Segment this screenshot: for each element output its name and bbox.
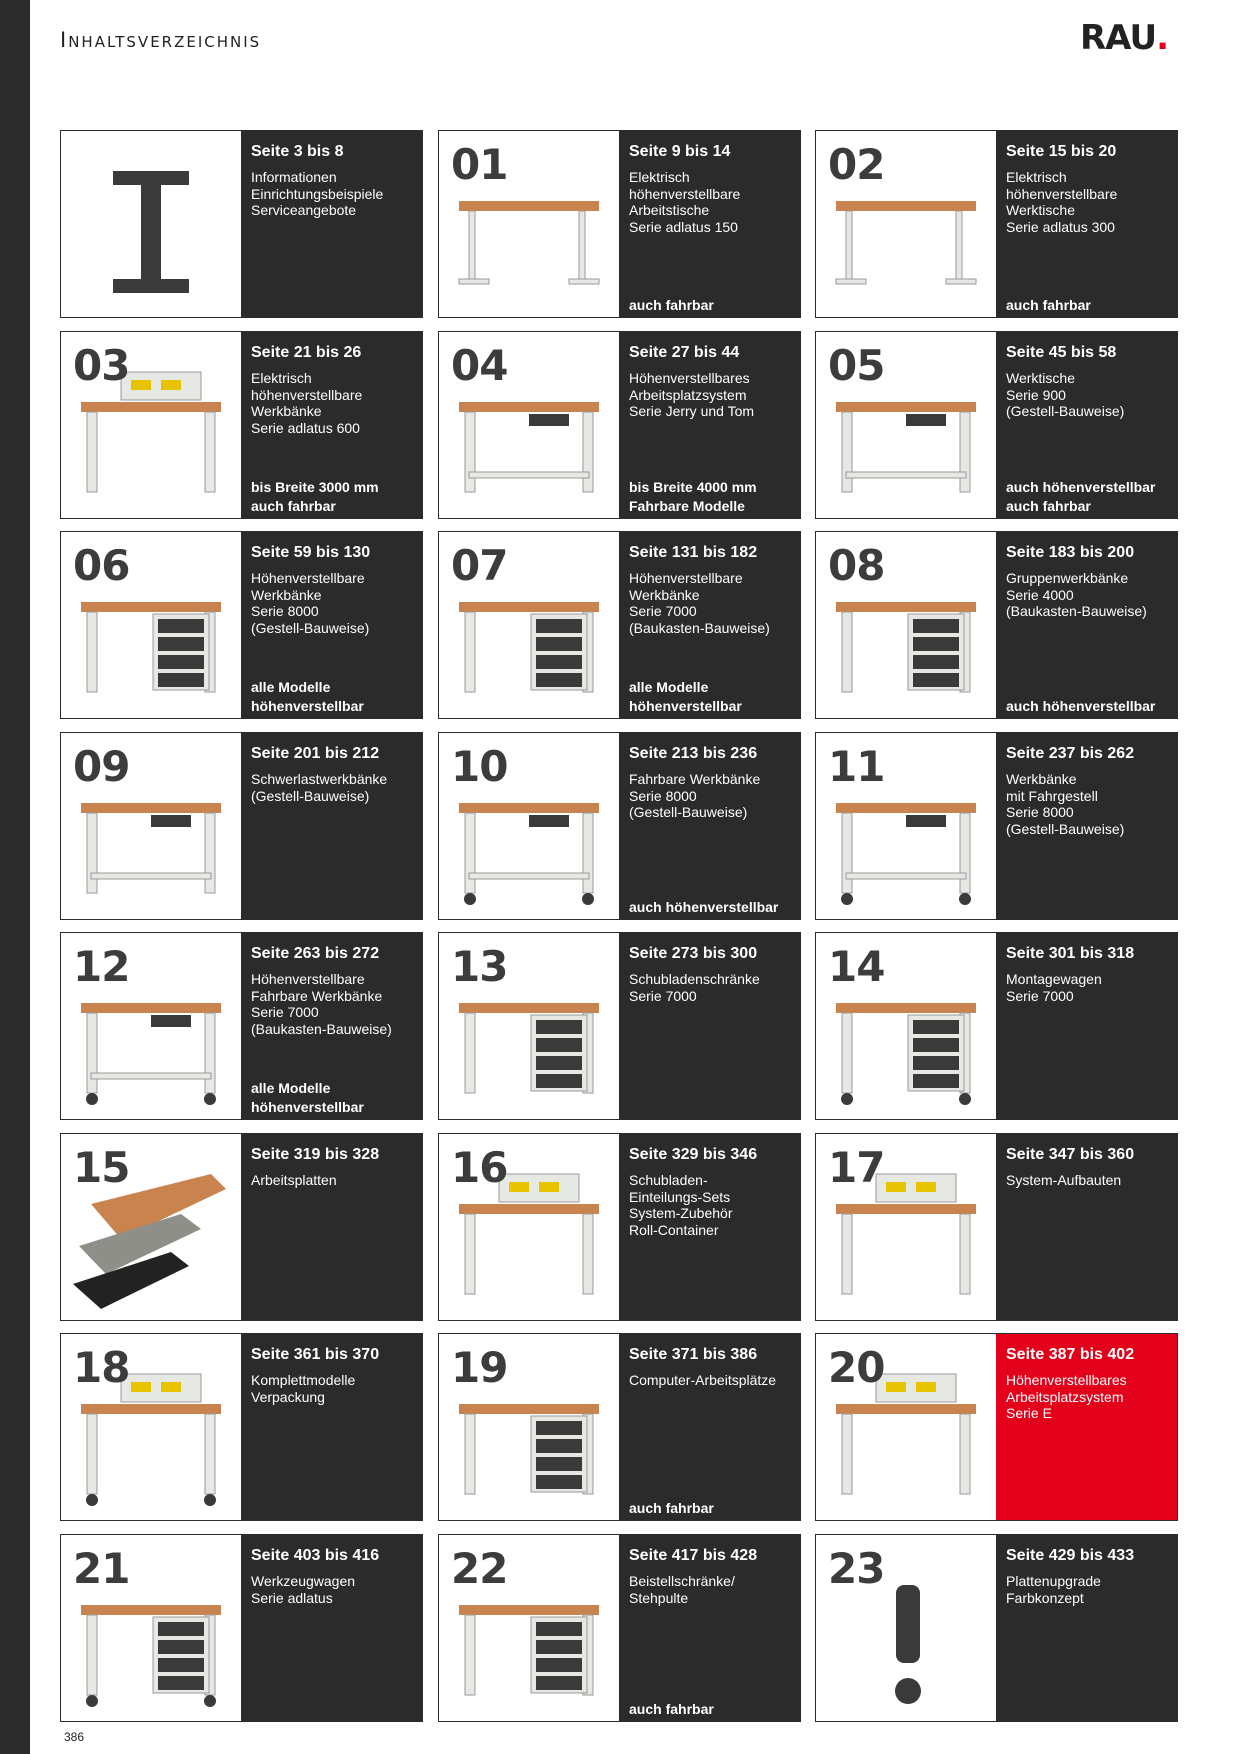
chapter-description: Schwerlastwerkbänke (Gestell-Bauweise) [251, 771, 388, 804]
chapter-description: Arbeitsplatten [251, 1172, 337, 1188]
chapter-description: Höhenverstellbare Werkbänke Serie 8000 (Gestell-Bauweise) [251, 570, 370, 636]
cabinet-drawer [158, 1640, 204, 1654]
tile-image [61, 332, 241, 518]
tile-image [816, 131, 996, 317]
caster-wheel [86, 1494, 98, 1506]
side-bar [0, 0, 30, 1754]
caster-wheel [959, 1093, 971, 1105]
tile-info [619, 1134, 800, 1320]
cabinet-drawer [158, 1676, 204, 1690]
bench-leg-left [842, 412, 852, 492]
chapter-number: 10 [451, 742, 508, 791]
bench-leg-right [205, 1013, 215, 1093]
bench-shelf [91, 873, 211, 879]
rack-bin [886, 1382, 906, 1392]
tile-image [439, 933, 619, 1119]
bench-foot-left [836, 279, 866, 284]
tile-info [241, 1134, 422, 1320]
tile-info [241, 1535, 422, 1721]
bench-top [81, 1605, 221, 1615]
chapter-number: 21 [73, 1544, 130, 1593]
caster-wheel [204, 1494, 216, 1506]
tile-info [241, 933, 422, 1119]
tile-info [996, 1134, 1177, 1320]
caster-wheel [86, 1695, 98, 1707]
bench-leg-left [465, 813, 475, 893]
exclamation-bar [896, 1585, 920, 1663]
page-range[interactable]: Seite 201 bis 212 [251, 745, 380, 762]
chapter-number: 03 [73, 341, 130, 390]
chapter-description: Informationen Einrichtungsbeispiele Serviceangebote [251, 169, 384, 218]
info-letter-icon [61, 131, 241, 317]
tile-image [61, 1134, 241, 1320]
bench-leg-left [465, 612, 475, 692]
page-range[interactable]: Seite 347 bis 360 [1006, 1146, 1135, 1163]
tile-image [439, 332, 619, 518]
bench-top [836, 602, 976, 612]
toc-tile[interactable] [815, 1333, 1178, 1521]
chapter-number: 13 [451, 942, 508, 991]
page-range[interactable]: Seite 387 bis 402 [1006, 1346, 1135, 1363]
bench-shelf [469, 472, 589, 478]
toc-tile[interactable] [60, 331, 423, 519]
bench-leg-left [87, 1414, 97, 1494]
page-title: Inhaltsverzeichnis [60, 28, 262, 52]
letter-stem [141, 185, 161, 279]
toc-tile[interactable] [815, 932, 1178, 1120]
chapter-note: alle Modelle höhenverstellbar [251, 679, 364, 714]
chapter-description: Höhenverstellbares Arbeitsplatzsystem Serie Jerry und Tom [629, 370, 755, 419]
bench-top [836, 201, 976, 211]
chapter-note: auch höhenverstellbar [629, 899, 779, 915]
chapter-description: Montagewagen Serie 7000 [1006, 971, 1102, 1004]
bench-top [836, 1003, 976, 1013]
tile-image [816, 1334, 996, 1520]
cabinet-drawer [536, 1421, 582, 1435]
tile-info [619, 933, 800, 1119]
chapter-description: Höhenverstellbare Werkbänke Serie 7000 (Baukasten-Bauweise) [629, 570, 770, 636]
tile-image [61, 1535, 241, 1721]
bench-leg-left [842, 1013, 852, 1093]
tile-info [241, 733, 422, 919]
tile-image [816, 332, 996, 518]
bench-top [459, 1404, 599, 1414]
bench-shelf [91, 1073, 211, 1079]
page-range[interactable]: Seite 59 bis 130 [251, 544, 371, 561]
bench-top [81, 602, 221, 612]
chapter-description: Komplettmodelle Verpackung [251, 1372, 356, 1405]
bench-top [836, 402, 976, 412]
bench-leg-left [465, 1615, 475, 1695]
bench-leg-left [846, 211, 852, 281]
tile-info [619, 332, 800, 518]
cabinet-drawer [536, 1622, 582, 1636]
toc-tile[interactable] [60, 932, 423, 1120]
logo-dot: . [1156, 18, 1168, 58]
chapter-description: Höhenverstellbare Fahrbare Werkbänke Serie 7000 (Baukasten-Bauweise) [251, 971, 392, 1037]
caster-wheel [582, 893, 594, 905]
bench-shelf [469, 873, 589, 879]
chapter-note: alle Modelle höhenverstellbar [629, 679, 742, 714]
chapter-description: Gruppenwerkbänke Serie 4000 (Baukasten-Bauweise) [1006, 570, 1147, 619]
toc-tile[interactable] [438, 1133, 801, 1321]
bench-top [459, 1605, 599, 1615]
cabinet-drawer [913, 1020, 959, 1034]
cabinet-drawer [913, 655, 959, 669]
tile-info [241, 532, 422, 718]
bench-leg-left [842, 612, 852, 692]
page-range[interactable]: Seite 301 bis 318 [1006, 945, 1135, 962]
chapter-note: auch fahrbar [629, 1701, 714, 1717]
bench-leg-left [469, 211, 475, 281]
cabinet-drawer [913, 1074, 959, 1088]
bench-top [836, 1404, 976, 1414]
tile-info [619, 1334, 800, 1520]
bench-leg-right [583, 813, 593, 893]
bench-leg-left [465, 1214, 475, 1294]
chapter-number: 14 [828, 942, 885, 991]
bench-top [459, 1204, 599, 1214]
tile-info [996, 532, 1177, 718]
bench-leg-left [87, 813, 97, 893]
cabinet-drawer [536, 1020, 582, 1034]
tile-image [816, 733, 996, 919]
page-range[interactable]: Seite 361 bis 370 [251, 1346, 380, 1363]
page-range[interactable]: Seite 27 bis 44 [629, 344, 740, 361]
toc-tile[interactable] [438, 1333, 801, 1521]
toc-tile[interactable] [815, 130, 1178, 318]
cabinet-drawer [158, 673, 204, 687]
bench-shelf [846, 873, 966, 879]
bench-top [81, 1003, 221, 1013]
bench-top [836, 803, 976, 813]
chapter-description: Plattenupgrade Farbkonzept [1006, 1573, 1101, 1606]
cabinet-drawer [536, 1640, 582, 1654]
chapter-number: 08 [828, 541, 885, 590]
chapter-note: auch fahrbar [629, 297, 714, 313]
tile-image [61, 131, 241, 317]
bench-leg-right [205, 1414, 215, 1494]
bench-leg-right [205, 412, 215, 492]
chapter-number: 05 [828, 341, 885, 390]
bench-leg-right [960, 813, 970, 893]
caster-wheel [841, 893, 853, 905]
cabinet-drawer [536, 1475, 582, 1489]
chapter-note: auch höhenverstellbar auch fahrbar [1006, 479, 1156, 514]
chapter-description: Schubladen- Einteilungs-Sets System-Zubehör Roll-Container [629, 1172, 733, 1238]
cabinet-drawer [536, 1439, 582, 1453]
page-number: 386 [64, 1730, 85, 1744]
tile-info [619, 131, 800, 317]
bench-top [459, 602, 599, 612]
chapter-description: Elektrisch höhenverstellbare Arbeitstische Serie adlatus 150 [629, 169, 741, 235]
cabinet-drawer [536, 655, 582, 669]
toc-tile[interactable] [60, 130, 423, 318]
rack-bin [161, 380, 181, 390]
bench-leg-left [465, 412, 475, 492]
toc-tile[interactable] [815, 732, 1178, 920]
bench-top [459, 803, 599, 813]
bench-drawer [529, 815, 569, 827]
rack-bin [509, 1182, 529, 1192]
page-range[interactable]: Seite 417 bis 428 [629, 1547, 758, 1564]
page-range[interactable]: Seite 183 bis 200 [1006, 544, 1135, 561]
bench-leg-left [465, 1013, 475, 1093]
toc-tile[interactable] [60, 531, 423, 719]
logo-text: RAU [1080, 18, 1157, 58]
cabinet-drawer [536, 637, 582, 651]
page-range[interactable]: Seite 371 bis 386 [629, 1346, 758, 1363]
tile-info [996, 332, 1177, 518]
bench-foot-right [569, 279, 599, 284]
toc-tile[interactable] [60, 1333, 423, 1521]
toc-tile[interactable] [815, 531, 1178, 719]
toc-tile[interactable] [815, 331, 1178, 519]
rack-bin [131, 380, 151, 390]
tile-info [619, 532, 800, 718]
chapter-number: 16 [451, 1143, 508, 1192]
bench-leg-right [960, 1414, 970, 1494]
tile-image [816, 1134, 996, 1320]
chapter-description: Schubladenschränke Serie 7000 [629, 971, 760, 1004]
bench-drawer [906, 815, 946, 827]
tile-image [439, 131, 619, 317]
page-range[interactable]: Seite 15 bis 20 [1006, 143, 1117, 160]
bench-leg-right [960, 412, 970, 492]
toc-tile[interactable] [60, 1133, 423, 1321]
chapter-number: 17 [828, 1143, 885, 1192]
toc-tile[interactable] [438, 732, 801, 920]
chapter-note: alle Modelle höhenverstellbar [251, 1080, 364, 1115]
caster-wheel [464, 893, 476, 905]
rack-bin [916, 1182, 936, 1192]
page-range[interactable]: Seite 45 bis 58 [1006, 344, 1117, 361]
bench-foot-left [459, 279, 489, 284]
chapter-note: auch fahrbar [1006, 297, 1091, 313]
tile-info [996, 733, 1177, 919]
toc-tile[interactable] [815, 1133, 1178, 1321]
chapter-number: 01 [451, 140, 508, 189]
bench-top [459, 402, 599, 412]
cabinet-drawer [158, 637, 204, 651]
bench-foot-right [946, 279, 976, 284]
cabinet-drawer [913, 1038, 959, 1052]
tile-image [61, 733, 241, 919]
tile-info [241, 332, 422, 518]
chapter-number: 19 [451, 1343, 508, 1392]
toc-tile[interactable] [438, 331, 801, 519]
chapter-number: 09 [73, 742, 130, 791]
chapter-description: System-Aufbauten [1006, 1172, 1122, 1188]
chapter-description: Werkzeugwagen Serie adlatus [251, 1573, 356, 1606]
chapter-number: 22 [451, 1544, 508, 1593]
tile-info [996, 1535, 1177, 1721]
bench-leg-left [87, 612, 97, 692]
chapter-description: Computer-Arbeitsplätze [629, 1372, 777, 1388]
cabinet-drawer [536, 1658, 582, 1672]
logo [1080, 18, 1168, 58]
chapter-note: bis Breite 4000 mm Fahrbare Modelle [629, 479, 757, 514]
chapter-description: Höhenverstellbares Arbeitsplatzsystem Serie E [1006, 1372, 1127, 1421]
cabinet-drawer [158, 619, 204, 633]
page-range[interactable]: Seite 3 bis 8 [251, 143, 344, 160]
chapter-note: bis Breite 3000 mm auch fahrbar [251, 479, 379, 514]
bench-drawer [906, 414, 946, 426]
chapter-number: 06 [73, 541, 130, 590]
bench-top [836, 1204, 976, 1214]
cabinet-drawer [536, 1056, 582, 1070]
bench-drawer [151, 1015, 191, 1027]
tile-image [816, 1535, 996, 1721]
page-range[interactable]: Seite 263 bis 272 [251, 945, 380, 962]
caster-wheel [204, 1695, 216, 1707]
bench-top [459, 1003, 599, 1013]
tile-image [439, 532, 619, 718]
bench-top [81, 402, 221, 412]
page-range[interactable]: Seite 237 bis 262 [1006, 745, 1135, 762]
tile-image [439, 733, 619, 919]
tile-image [61, 1334, 241, 1520]
chapter-number: 04 [451, 341, 508, 390]
chapter-number: 02 [828, 140, 885, 189]
bench-leg-right [579, 211, 585, 281]
toc-tile[interactable] [438, 932, 801, 1120]
letter-top [113, 171, 189, 185]
bench-top [81, 1404, 221, 1414]
bench-leg-right [583, 412, 593, 492]
cabinet-drawer [913, 637, 959, 651]
rack-bin [161, 1382, 181, 1392]
page-range[interactable]: Seite 319 bis 328 [251, 1146, 380, 1163]
toc-tile[interactable] [438, 531, 801, 719]
tile-image [816, 532, 996, 718]
tile-info [619, 1535, 800, 1721]
chapter-description: Elektrisch höhenverstellbare Werkbänke Serie adlatus 600 [251, 370, 363, 436]
page-range[interactable]: Seite 273 bis 300 [629, 945, 758, 962]
bench-leg-left [87, 1615, 97, 1695]
cabinet-drawer [536, 1038, 582, 1052]
cabinet-drawer [158, 1622, 204, 1636]
toc-tile[interactable] [815, 1534, 1178, 1722]
rack-bin [539, 1182, 559, 1192]
bench-top [81, 803, 221, 813]
bench-drawer [529, 414, 569, 426]
tile-image [439, 1134, 619, 1320]
cabinet-drawer [536, 1457, 582, 1471]
tile-info [241, 1334, 422, 1520]
tile-image [61, 532, 241, 718]
page-range[interactable]: Seite 213 bis 236 [629, 745, 758, 762]
tile-image [816, 933, 996, 1119]
bench-leg-left [842, 1214, 852, 1294]
chapter-number: 15 [73, 1143, 130, 1192]
page-range[interactable]: Seite 429 bis 433 [1006, 1547, 1135, 1564]
tile-info [996, 1334, 1177, 1520]
page-range[interactable]: Seite 131 bis 182 [629, 544, 758, 561]
letter-bottom [113, 279, 189, 293]
rack-bin [916, 1382, 936, 1392]
toc-tile[interactable] [438, 130, 801, 318]
bench-leg-right [960, 1214, 970, 1294]
page-range[interactable]: Seite 403 bis 416 [251, 1547, 380, 1564]
chapter-note: auch fahrbar [629, 1500, 714, 1516]
caster-wheel [204, 1093, 216, 1105]
bench-leg-left [842, 813, 852, 893]
page-range[interactable]: Seite 21 bis 26 [251, 344, 362, 361]
exclamation-dot [895, 1678, 921, 1704]
cabinet-drawer [913, 1056, 959, 1070]
bench-top [459, 201, 599, 211]
tile-info [241, 131, 422, 317]
chapter-description: Werkbänke mit Fahrgestell Serie 8000 (Gestell-Bauweise) [1006, 771, 1125, 837]
tile-info [619, 733, 800, 919]
cabinet-drawer [536, 1074, 582, 1088]
chapter-number: 23 [828, 1544, 885, 1593]
chapter-number: 20 [828, 1343, 885, 1392]
chapter-description: Beistellschränke/ Stehpulte [629, 1573, 735, 1606]
tile-info [996, 131, 1177, 317]
page-range[interactable]: Seite 329 bis 346 [629, 1146, 758, 1163]
cabinet-drawer [536, 1676, 582, 1690]
cabinet-drawer [536, 673, 582, 687]
cabinet-drawer [536, 619, 582, 633]
bench-leg-left [87, 412, 97, 492]
chapter-note: auch höhenverstellbar [1006, 698, 1156, 714]
cabinet-drawer [913, 619, 959, 633]
chapter-number: 11 [828, 742, 885, 791]
page-range[interactable]: Seite 9 bis 14 [629, 143, 731, 160]
tile-image [439, 1535, 619, 1721]
bench-leg-right [205, 813, 215, 893]
rack-bin [886, 1182, 906, 1192]
chapter-number: 18 [73, 1343, 130, 1392]
chapter-description: Werktische Serie 900 (Gestell-Bauweise) [1006, 370, 1125, 419]
tile-image [439, 1334, 619, 1520]
bench-leg-left [465, 1414, 475, 1494]
tile-info [996, 933, 1177, 1119]
bench-leg-right [583, 1214, 593, 1294]
chapter-description: Fahrbare Werkbänke Serie 8000 (Gestell-Bauweise) [629, 771, 761, 820]
chapter-number: 07 [451, 541, 508, 590]
bench-leg-left [842, 1414, 852, 1494]
caster-wheel [841, 1093, 853, 1105]
bench-shelf [846, 472, 966, 478]
bench-drawer [151, 815, 191, 827]
bench-leg-right [956, 211, 962, 281]
caster-wheel [86, 1093, 98, 1105]
cabinet-drawer [913, 673, 959, 687]
chapter-number: 12 [73, 942, 130, 991]
caster-wheel [959, 893, 971, 905]
toc-tile[interactable] [438, 1534, 801, 1722]
toc-tile[interactable] [60, 732, 423, 920]
cabinet-drawer [158, 1658, 204, 1672]
toc-tile[interactable] [60, 1534, 423, 1722]
bench-leg-left [87, 1013, 97, 1093]
rack-bin [131, 1382, 151, 1392]
chapter-description: Elektrisch höhenverstellbare Werktische Serie adlatus 300 [1006, 169, 1118, 235]
cabinet-drawer [158, 655, 204, 669]
tile-image [61, 933, 241, 1119]
